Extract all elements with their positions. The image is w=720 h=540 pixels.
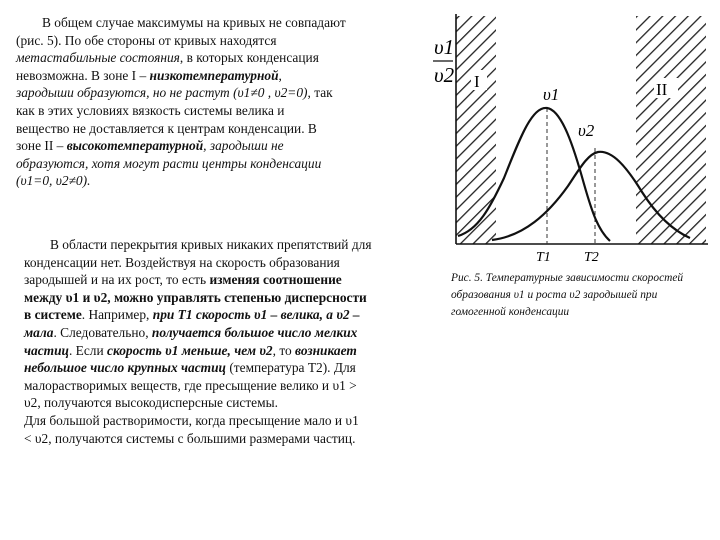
text-run: υ2, получаются высокодисперсные системы. xyxy=(24,395,278,411)
text-line xyxy=(16,102,416,120)
text-run: малорастворимых веществ, где пресыщение велико и υ1 > xyxy=(24,377,357,393)
tick-label-t1: T1 xyxy=(536,250,551,264)
text-line xyxy=(24,324,434,342)
text-run: частиц xyxy=(24,342,69,358)
text-run: низкотемпературной xyxy=(149,67,279,83)
text-run: как в этих условиях вязкость системы велика и xyxy=(16,102,285,118)
text-run: . Если xyxy=(68,342,107,358)
text-run: между υ1 и υ2, можно управлять степенью дисперсности xyxy=(24,289,367,305)
text-line xyxy=(24,306,434,324)
text-line xyxy=(16,172,416,190)
y-axis-label-v2: υ2 xyxy=(434,63,455,87)
text-line xyxy=(16,84,416,102)
text-run: скорость υ1 меньше, чем υ2 xyxy=(107,342,273,358)
zone-high-temp-hatch xyxy=(636,16,706,244)
text-line xyxy=(16,137,416,155)
text-run: . Следовательно, xyxy=(53,324,152,340)
text-line xyxy=(16,120,416,138)
text-run: Для большой растворимости, когда пресыщение мало и υ1 xyxy=(24,412,359,428)
text-line xyxy=(24,359,434,377)
text-run: мала xyxy=(24,324,54,340)
text-run: . Например, xyxy=(81,307,153,323)
text-run: зародыши образуются, но не растут (υ1≠0 , υ2=0) xyxy=(16,85,308,101)
text-line xyxy=(24,289,434,307)
text-run: В общем случае максимумы на кривых не совпадают xyxy=(42,15,346,30)
text-line xyxy=(24,236,434,254)
text-run: , то xyxy=(272,342,296,358)
text-line xyxy=(16,32,416,50)
figure-caption: Рис. 5. Температурные зависимости скоростей образования υ1 и роста υ2 зародышей при гомогенной конденсации xyxy=(451,272,684,318)
curve-label-v2: υ2 xyxy=(578,121,595,140)
text-run: вещество не доставляется к центрам конденсации. В xyxy=(16,120,317,136)
text-run: образуются, хотя могут расти центры конденсации xyxy=(16,155,322,171)
text-line xyxy=(24,271,434,289)
y-axis-label-v1: υ1 xyxy=(434,35,455,59)
paragraph-dispersity xyxy=(24,236,434,447)
text-run: (рис. 5). По обе стороны от кривых находятся xyxy=(16,32,277,48)
curve-label-v1: υ1 xyxy=(543,85,560,104)
text-line xyxy=(24,394,434,412)
text-run: невозможна. В зоне I – xyxy=(16,67,150,83)
text-run: зоне II – xyxy=(16,138,67,154)
text-run: получается большое число мелких xyxy=(151,324,358,340)
text-line xyxy=(24,342,434,360)
text-run: зародышей и на их рост, то есть xyxy=(24,272,210,288)
text-run: В области перекрытия кривых никаких препятствий для xyxy=(50,237,372,252)
paragraph-zones xyxy=(16,14,416,190)
text-run: , в которых конденсация xyxy=(179,50,319,66)
text-run: метастабильные состояния xyxy=(16,50,180,66)
text-line xyxy=(16,155,416,173)
text-run: , так xyxy=(307,85,333,101)
text-run: , xyxy=(278,67,282,83)
text-run: изменяя соотношение xyxy=(209,272,342,288)
text-run: (температура T2). Для xyxy=(225,360,356,376)
text-run: конденсации нет. Воздействуя на скорость образования xyxy=(24,254,340,270)
tick-label-t2: T2 xyxy=(584,250,599,264)
text-run: < υ2, получаются системы с большими размерами частиц. xyxy=(24,430,356,446)
rate-temperature-chart xyxy=(428,8,710,264)
text-run: высокотемпературной xyxy=(66,138,204,154)
text-line xyxy=(16,14,416,32)
text-run: при T1 скорость υ1 – велика, а υ2 – xyxy=(152,307,360,323)
zone-low-temp-hatch xyxy=(456,16,496,244)
zone-label-ii: II xyxy=(656,80,668,99)
text-run: в системе xyxy=(24,307,82,323)
text-run: (υ1=0, υ2≠0). xyxy=(16,173,91,189)
text-line xyxy=(24,377,434,395)
text-run: возникает xyxy=(295,342,357,358)
text-run: небольшое число крупных частиц xyxy=(24,360,226,376)
zone-label-i: I xyxy=(474,72,480,91)
text-line xyxy=(24,412,434,430)
text-run: , зародыши не xyxy=(203,138,284,154)
text-line xyxy=(16,67,416,85)
text-line xyxy=(24,430,434,448)
text-line xyxy=(16,49,416,67)
text-line xyxy=(24,254,434,272)
